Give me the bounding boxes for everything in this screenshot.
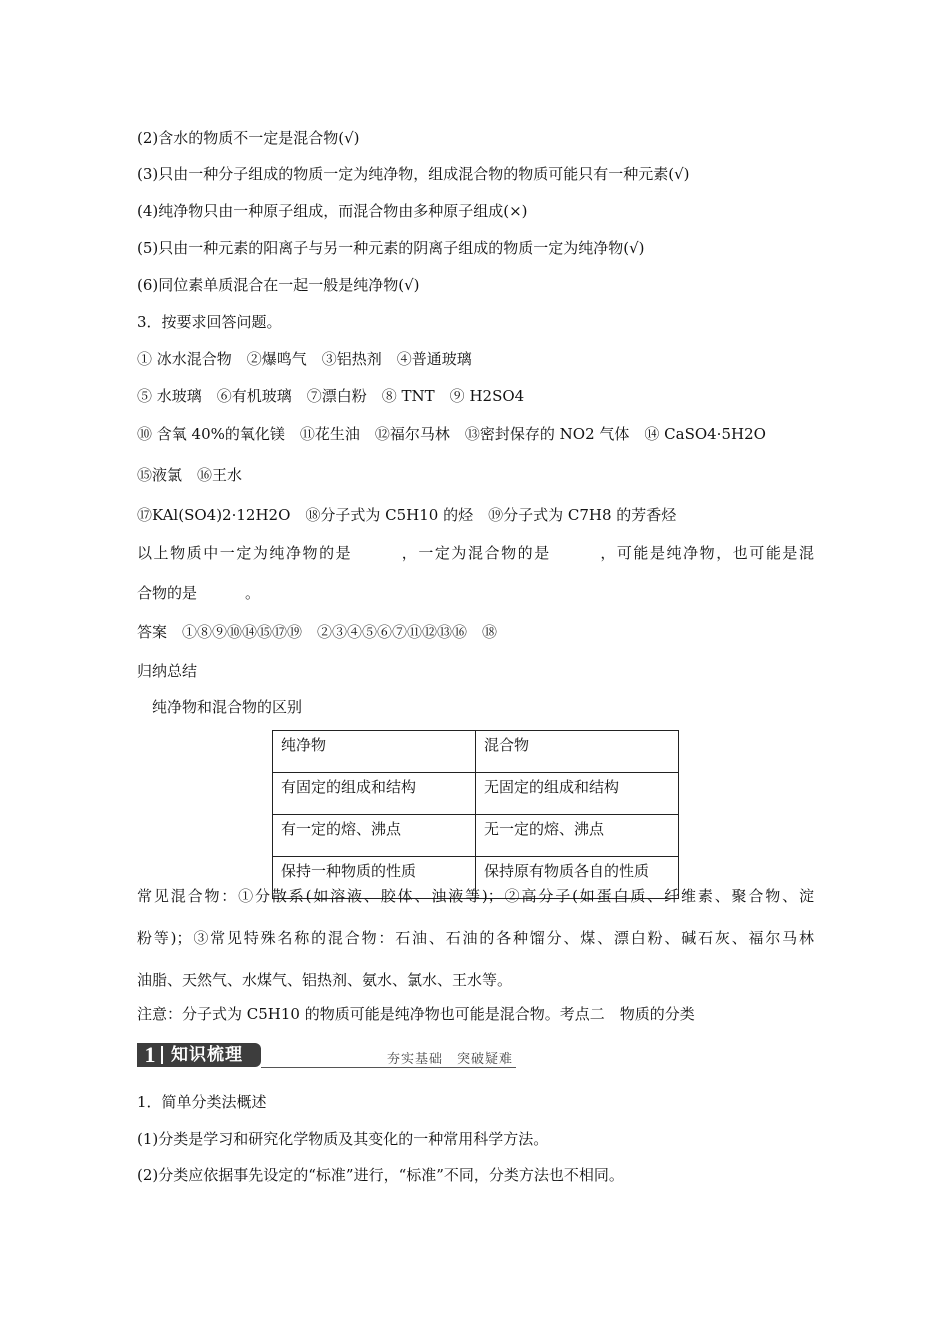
- table-cell: 混合物: [476, 731, 679, 773]
- table-cell: 保持原有物质各自的性质: [476, 857, 679, 899]
- text-line: 常见混合物：①分散系(如溶液、胶体、浊液等)；②高分子(如蛋白质、纤维素、聚合物、淀: [137, 887, 814, 905]
- table-row: [273, 731, 679, 773]
- table-cell: 无固定的组成和结构: [476, 773, 679, 815]
- banner-divider: [161, 1046, 163, 1064]
- text-line: (2)含水的物质不一定是混合物(√): [137, 129, 360, 147]
- item-list-line: ⑩ 含氧 40%的氧化镁 ⑪花生油 ⑫福尔马林 ⑬密封保存的 NO2 气体 ⑭ CaSO4·5H2O: [137, 425, 766, 443]
- text-line: (6)同位素单质混合在一起一般是纯净物(√): [137, 276, 420, 294]
- text-line: (2)分类应依据事先设定的“标准”进行，“标准”不同，分类方法也不相同。: [137, 1166, 624, 1184]
- text-line: 粉等)；③常见特殊名称的混合物：石油、石油的各种馏分、煤、漂白粉、碱石灰、福尔马林: [137, 929, 814, 947]
- question-heading: 3．按要求回答问题。: [137, 313, 282, 331]
- prompt-part: ，可能是纯净物，也可能是混: [598, 544, 814, 562]
- banner-badge: [137, 1043, 261, 1067]
- banner-subtitle: 夯实基础 突破疑难: [387, 1052, 514, 1067]
- item-list-line: ⑮液氯 ⑯王水: [137, 466, 243, 484]
- note-line: 注意：分子式为 C5H10 的物质可能是纯净物也可能是混合物。考点二 物质的分类: [137, 1005, 695, 1023]
- section-banner: [137, 1040, 517, 1070]
- table-cell: 保持一种物质的性质: [273, 857, 476, 899]
- text-line: (1)分类是学习和研究化学物质及其变化的一种常用科学方法。: [137, 1130, 549, 1148]
- section-heading: 1．简单分类法概述: [137, 1093, 267, 1111]
- banner-rule: [261, 1067, 516, 1068]
- text-line: (5)只由一种元素的阳离子与另一种元素的阴离子组成的物质一定为纯净物(√): [137, 239, 645, 257]
- table-row: [273, 773, 679, 815]
- prompt-part: ，一定为混合物的是: [400, 544, 551, 562]
- prompt-part: 合物的是: [137, 584, 198, 602]
- text-line: 油脂、天然气、水煤气、铝热剂、氨水、氯水、王水等。: [137, 971, 513, 989]
- question-prompt-cont: [137, 583, 260, 603]
- text-line: (4)纯净物只由一种原子组成，而混合物由多种原子组成(×): [137, 202, 528, 220]
- summary-heading: 归纳总结: [137, 662, 198, 680]
- banner-number: 1: [144, 1042, 156, 1067]
- table-row: [273, 815, 679, 857]
- item-list-line: ⑰KAl(SO4)2·12H2O ⑱分子式为 C5H10 的烃 ⑲分子式为 C7H8 的芳香烃: [137, 506, 677, 524]
- table-cell: 有一定的熔、沸点: [273, 815, 476, 857]
- table-cell: 有固定的组成和结构: [273, 773, 476, 815]
- banner-title: 知识梳理: [171, 1045, 243, 1065]
- comparison-table: [272, 730, 679, 899]
- text-line: (3)只由一种分子组成的物质一定为纯净物，组成混合物的物质可能只有一种元素(√): [137, 165, 690, 183]
- prompt-part: 以上物质中一定为纯净物的是: [137, 544, 353, 562]
- question-prompt: [137, 543, 814, 563]
- table-cell: 无一定的熔、沸点: [476, 815, 679, 857]
- prompt-part: 。: [245, 584, 261, 602]
- table-cell: 纯净物: [273, 731, 476, 773]
- answer-line: 答案 ①⑧⑨⑩⑭⑮⑰⑲ ②③④⑤⑥⑦⑪⑫⑬⑯ ⑱: [137, 623, 498, 641]
- item-list-line: ① 冰水混合物 ②爆鸣气 ③铝热剂 ④普通玻璃: [137, 350, 472, 368]
- item-list-line: ⑤ 水玻璃 ⑥有机玻璃 ⑦漂白粉 ⑧ TNT ⑨ H2SO4: [137, 387, 525, 405]
- table-caption: 纯净物和混合物的区别: [152, 698, 303, 716]
